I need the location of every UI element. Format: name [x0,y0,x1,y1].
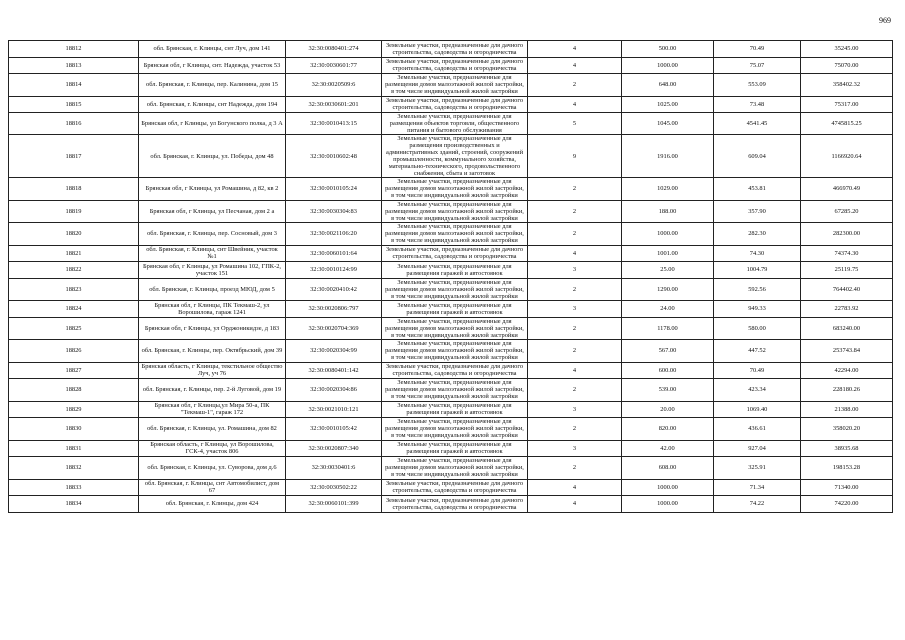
row-id: 18823 [9,278,139,301]
table-row [9,113,893,135]
specific-value-cell: 927.04 [714,440,801,457]
group-cell: 2 [528,457,622,480]
row-id: 18826 [9,340,139,363]
cadastral-number-cell: 32:30:0010413:15 [286,113,382,135]
address-cell: обл. Брянская, г. Клинцы, ул. Победы, дом 48 [139,135,286,178]
group-cell: 4 [528,41,622,58]
cadastral-number-cell: 32:30:0020509:6 [286,74,382,97]
cadastral-number-cell: 32:30:0020704:369 [286,317,382,340]
area-cell: 24.00 [622,301,714,318]
table-row [9,379,893,402]
specific-value-cell: 282.30 [714,223,801,246]
specific-value-cell: 447.52 [714,340,801,363]
area-cell: 539.00 [622,379,714,402]
row-id: 18833 [9,479,139,496]
area-cell: 1045.00 [622,113,714,135]
cadastral-number-cell: 32:30:0020807:340 [286,440,382,457]
address-cell: Брянская обл, г Клинцы, снт. Надежда, участок 53 [139,57,286,74]
row-id: 18832 [9,457,139,480]
address-cell: Брянская обл, г Клинцы, ул Песчаная, дом 2 а [139,200,286,223]
cadastral-number-cell: 32:30:0010124:99 [286,262,382,279]
land-use-cell: Земельные участки, предназначенные для дачного строительства, садоводства и огородничества [382,57,528,74]
land-use-cell: Земельные участки, предназначенные для размещения объектов торговли, общественного питания и бытового обслуживания [382,113,528,135]
group-cell: 3 [528,401,622,418]
cadastral-number-cell: 32:30:0030601:201 [286,96,382,113]
address-cell: обл. Брянская, г. Клинцы, пер. Сосновый, дом 3 [139,223,286,246]
cadastral-number-cell: 32:30:0080401:142 [286,362,382,379]
area-cell: 500.00 [622,41,714,58]
address-cell: обл. Брянская, г. Клинцы, пер. 2-й Луговой, дом 19 [139,379,286,402]
cadastral-number-cell: 32:30:0020304:99 [286,340,382,363]
specific-value-cell: 357.90 [714,200,801,223]
specific-value-cell: 74.30 [714,245,801,262]
specific-value-cell: 70.49 [714,362,801,379]
cadastral-number-cell: 32:30:0030601:77 [286,57,382,74]
land-use-cell: Земельные участки, предназначенные для дачного строительства, садоводства и огородничества [382,41,528,58]
table-row [9,479,893,496]
address-cell: Брянская область, г Клинцы, ул Ворошилова, ГСК-4, участок 806 [139,440,286,457]
specific-value-cell: 74.22 [714,496,801,513]
row-id: 18829 [9,401,139,418]
group-cell: 3 [528,440,622,457]
row-id: 18820 [9,223,139,246]
cadastral-number-cell: 32:30:0030304:83 [286,200,382,223]
address-cell: обл. Брянская, г. Клинцы, ул. Суворова, дом д.6 [139,457,286,480]
cadastral-value-cell: 22783.92 [801,301,893,318]
cadastral-number-cell: 32:30:0010105:42 [286,418,382,441]
cadastral-number-cell: 32:30:0020304:86 [286,379,382,402]
address-cell: обл. Брянская, г. Клинцы, дом 424 [139,496,286,513]
group-cell: 2 [528,74,622,97]
area-cell: 1290.00 [622,278,714,301]
address-cell: Брянская обл, г Клинцы, ПК Текмаш-2, ул Ворошилова, гараж 1241 [139,301,286,318]
specific-value-cell: 436.61 [714,418,801,441]
cadastral-value-cell: 253743.84 [801,340,893,363]
row-id: 18831 [9,440,139,457]
row-id: 18822 [9,262,139,279]
area-cell: 1000.00 [622,223,714,246]
area-cell: 648.00 [622,74,714,97]
specific-value-cell: 4541.45 [714,113,801,135]
land-use-cell: Земельные участки, предназначенные для размещения домов малоэтажной жилой застройки, в том числе индивидуальной жилой застройки [382,223,528,246]
area-cell: 1178.00 [622,317,714,340]
specific-value-cell: 73.48 [714,96,801,113]
row-id: 18824 [9,301,139,318]
table-row [9,317,893,340]
table-row [9,457,893,480]
land-use-cell: Земельные участки, предназначенные для дачного строительства, садоводства и огородничества [382,479,528,496]
specific-value-cell: 70.49 [714,41,801,58]
cadastral-value-cell: 358020.20 [801,418,893,441]
cadastral-value-cell: 198153.28 [801,457,893,480]
table-row [9,278,893,301]
cadastral-value-cell: 71340.00 [801,479,893,496]
row-id: 18821 [9,245,139,262]
row-id: 18834 [9,496,139,513]
address-cell: Брянская обл, г Клинцы, ул Орджоникидзе, д 183 [139,317,286,340]
table-row [9,301,893,318]
table-row [9,262,893,279]
row-id: 18825 [9,317,139,340]
specific-value-cell: 325.91 [714,457,801,480]
group-cell: 9 [528,135,622,178]
land-use-cell: Земельные участки, предназначенные для размещения домов малоэтажной жилой застройки, в том числе индивидуальной жилой застройки [382,200,528,223]
group-cell: 2 [528,340,622,363]
area-cell: 1025.00 [622,96,714,113]
table-row [9,41,893,58]
address-cell: Брянская обл, г Клинцы, ул Ромашина 102, ГПК-2, участок 151 [139,262,286,279]
specific-value-cell: 71.34 [714,479,801,496]
table-row [9,440,893,457]
address-cell: обл. Брянская, г. Клинцы, пер. Октябрьский, дом 39 [139,340,286,363]
group-cell: 4 [528,57,622,74]
area-cell: 1029.00 [622,178,714,201]
cadastral-number-cell: 32:30:0030502:22 [286,479,382,496]
area-cell: 20.00 [622,401,714,418]
table-row [9,418,893,441]
cadastral-number-cell: 32:30:0021106:20 [286,223,382,246]
group-cell: 4 [528,496,622,513]
area-cell: 820.00 [622,418,714,441]
area-cell: 42.00 [622,440,714,457]
group-cell: 4 [528,479,622,496]
table-row [9,340,893,363]
land-use-cell: Земельные участки, предназначенные для размещения гаражей и автостоянок [382,440,528,457]
row-id: 18828 [9,379,139,402]
row-id: 18827 [9,362,139,379]
land-use-cell: Земельные участки, предназначенные для дачного строительства, садоводства и огородничества [382,245,528,262]
row-id: 18813 [9,57,139,74]
specific-value-cell: 553.09 [714,74,801,97]
address-cell: обл. Брянская, г. Клинцы, ул. Ромашина, дом 82 [139,418,286,441]
address-cell: обл. Брянская, г. Клинцы, проезд МЮД, дом 5 [139,278,286,301]
row-id: 18816 [9,113,139,135]
cadastral-number-cell: 32:30:0010105:24 [286,178,382,201]
cadastral-value-cell: 75070.00 [801,57,893,74]
land-use-cell: Земельные участки, предназначенные для размещения домов малоэтажной жилой застройки, в том числе индивидуальной жилой застройки [382,178,528,201]
land-use-cell: Земельные участки, предназначенные для размещения гаражей и автостоянок [382,262,528,279]
address-cell: обл. Брянская, г. Клинцы, снт Надежда, дом 194 [139,96,286,113]
page-number: 969 [879,16,891,25]
area-cell: 600.00 [622,362,714,379]
land-use-cell: Земельные участки, предназначенные для размещения гаражей и автостоянок [382,301,528,318]
specific-value-cell: 1069.40 [714,401,801,418]
specific-value-cell: 949.33 [714,301,801,318]
cadastral-value-cell: 228180.26 [801,379,893,402]
group-cell: 2 [528,418,622,441]
table-row [9,200,893,223]
group-cell: 2 [528,278,622,301]
table-row [9,496,893,513]
land-use-cell: Земельные участки, предназначенные для размещения домов малоэтажной жилой застройки, в том числе индивидуальной жилой застройки [382,317,528,340]
area-cell: 188.00 [622,200,714,223]
table-row [9,401,893,418]
cadastral-value-cell: 25119.75 [801,262,893,279]
cadastral-value-cell: 466970.49 [801,178,893,201]
group-cell: 3 [528,301,622,318]
row-id: 18815 [9,96,139,113]
group-cell: 3 [528,262,622,279]
table-row [9,96,893,113]
table-row [9,135,893,178]
row-id: 18817 [9,135,139,178]
address-cell: обл. Брянская, г. Клинцы, снт Швейник, участок №1 [139,245,286,262]
group-cell: 2 [528,200,622,223]
area-cell: 25.00 [622,262,714,279]
group-cell: 2 [528,178,622,201]
land-use-cell: Земельные участки, предназначенные для дачного строительства, садоводства и огородничества [382,96,528,113]
cadastral-number-cell: 32:30:0021010:121 [286,401,382,418]
land-use-cell: Земельные участки, предназначенные для размещения домов малоэтажной жилой застройки, в том числе индивидуальной жилой застройки [382,278,528,301]
group-cell: 2 [528,223,622,246]
land-use-cell: Земельные участки, предназначенные для размещения домов малоэтажной жилой застройки, в том числе индивидуальной жилой застройки [382,418,528,441]
specific-value-cell: 580.00 [714,317,801,340]
area-cell: 1000.00 [622,479,714,496]
group-cell: 2 [528,379,622,402]
land-use-cell: Земельные участки, предназначенные для размещения домов малоэтажной жилой застройки, в том числе индивидуальной жилой застройки [382,379,528,402]
specific-value-cell: 75.07 [714,57,801,74]
address-cell: Брянская обл, г Клинцы, ул Богунского полка, д 3 А [139,113,286,135]
area-cell: 1000.00 [622,57,714,74]
area-cell: 1001.00 [622,245,714,262]
row-id: 18819 [9,200,139,223]
cadastral-value-cell: 74220.00 [801,496,893,513]
address-cell: обл. Брянская, г. Клинцы, снт Автомобилист, дом 67 [139,479,286,496]
cadastral-value-cell: 38935.68 [801,440,893,457]
land-use-cell: Земельные участки, предназначенные для размещения домов малоэтажной жилой застройки, в том числе индивидуальной жилой застройки [382,74,528,97]
cadastral-value-cell: 358402.32 [801,74,893,97]
cadastral-value-cell: 75317.00 [801,96,893,113]
row-id: 18830 [9,418,139,441]
address-cell: Брянская область, г Клинцы, текстильное общество Луч, уч 76 [139,362,286,379]
table-row [9,74,893,97]
area-cell: 1000.00 [622,496,714,513]
table-row [9,178,893,201]
cadastral-value-table [8,40,893,513]
land-use-cell: Земельные участки, предназначенные для размещения производственных и административных зданий, строений, сооружений промышленности, коммунального хозяйства, материально-технического, продовольственного снабжения, сбыта и заготовок [382,135,528,178]
specific-value-cell: 453.81 [714,178,801,201]
cadastral-value-cell: 4745815.25 [801,113,893,135]
group-cell: 4 [528,245,622,262]
cadastral-number-cell: 32:30:0010602:48 [286,135,382,178]
cadastral-value-cell: 67285.20 [801,200,893,223]
cadastral-value-cell: 1166920.64 [801,135,893,178]
group-cell: 5 [528,113,622,135]
land-use-cell: Земельные участки, предназначенные для дачного строительства, садоводства и огородничества [382,496,528,513]
table-row [9,57,893,74]
specific-value-cell: 423.34 [714,379,801,402]
cadastral-number-cell: 32:30:0020806:797 [286,301,382,318]
address-cell: обл. Брянская, г. Клинцы, снт Луч, дом 141 [139,41,286,58]
land-use-cell: Земельные участки, предназначенные для размещения гаражей и автостоянок [382,401,528,418]
row-id: 18818 [9,178,139,201]
table-row [9,223,893,246]
table-row [9,362,893,379]
area-cell: 567.00 [622,340,714,363]
cadastral-number-cell: 32:30:0030401:6 [286,457,382,480]
address-cell: обл. Брянская, г. Клинцы, пер. Калинина, дом 15 [139,74,286,97]
cadastral-value-cell: 764402.40 [801,278,893,301]
cadastral-number-cell: 32:30:0060101:64 [286,245,382,262]
cadastral-value-cell: 683240.00 [801,317,893,340]
address-cell: Брянская обл, г Клинцы, ул Ромашина, д 82, кв 2 [139,178,286,201]
specific-value-cell: 1004.79 [714,262,801,279]
cadastral-value-cell: 35245.00 [801,41,893,58]
cadastral-value-cell: 74374.30 [801,245,893,262]
row-id: 18814 [9,74,139,97]
cadastral-value-cell: 42294.00 [801,362,893,379]
table-row [9,245,893,262]
address-cell: Брянская обл, г Клинцы,ул Мира 50-а, ПК "Текмаш-1", гараж 172 [139,401,286,418]
land-use-cell: Земельные участки, предназначенные для дачного строительства, садоводства и огородничества [382,362,528,379]
land-use-cell: Земельные участки, предназначенные для размещения домов малоэтажной жилой застройки, в том числе индивидуальной жилой застройки [382,340,528,363]
cadastral-number-cell: 32:30:0060101:399 [286,496,382,513]
land-use-cell: Земельные участки, предназначенные для размещения домов малоэтажной жилой застройки, в том числе индивидуальной жилой застройки [382,457,528,480]
specific-value-cell: 609.04 [714,135,801,178]
area-cell: 608.00 [622,457,714,480]
group-cell: 4 [528,96,622,113]
cadastral-number-cell: 32:30:0020410:42 [286,278,382,301]
table-body [9,41,893,513]
row-id: 18812 [9,41,139,58]
group-cell: 2 [528,317,622,340]
specific-value-cell: 592.56 [714,278,801,301]
cadastral-value-cell: 21388.00 [801,401,893,418]
cadastral-number-cell: 32:30:0080401:274 [286,41,382,58]
cadastral-value-cell: 282300.00 [801,223,893,246]
group-cell: 4 [528,362,622,379]
area-cell: 1916.00 [622,135,714,178]
